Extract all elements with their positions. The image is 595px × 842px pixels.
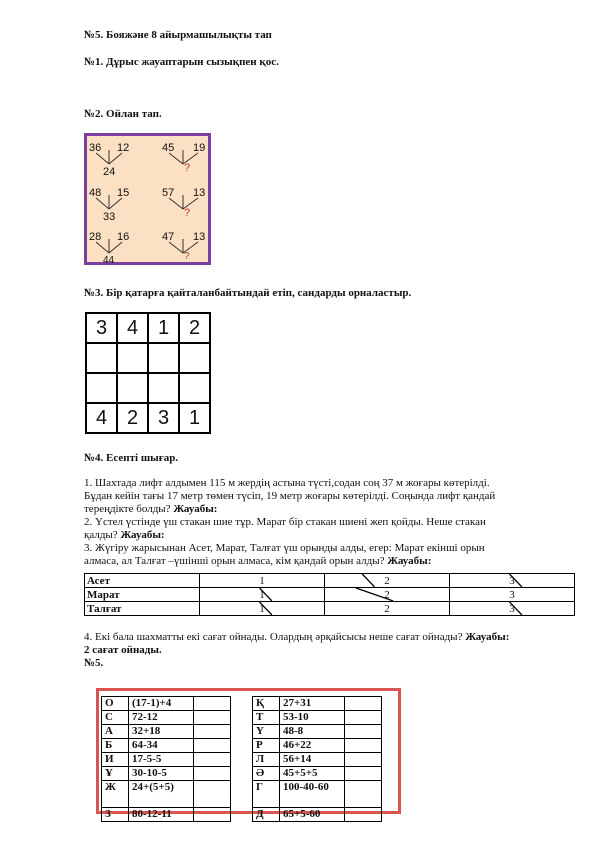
place-value: 3 <box>509 588 515 601</box>
expression-cell: 46+22 <box>280 739 345 753</box>
letter-cell: Г <box>253 781 280 808</box>
problem-line: 2. Үстел үстінде үш стакан шие тұр. Марат бір стакан шиені жеп қойды. Неше стакан <box>84 516 486 528</box>
place-cell[interactable] <box>325 574 450 588</box>
place-value: 2 <box>384 574 390 587</box>
strike-mark <box>450 574 574 587</box>
problem-line-text: тереңдікте болды? <box>84 503 174 515</box>
expression-cell: 45+5+5 <box>280 767 345 781</box>
problem-line-text: қалды? <box>84 529 121 541</box>
puzzle-number: 15 <box>117 187 130 199</box>
grid-cell: 3 <box>148 403 179 433</box>
place-cell[interactable] <box>325 588 450 602</box>
task5-title: №5. <box>84 657 104 669</box>
letter-cell: Л <box>253 753 280 767</box>
answer-cell[interactable] <box>194 711 231 725</box>
answer-label: Жауабы: <box>120 529 165 541</box>
letter-cell: З <box>102 808 129 822</box>
letter-cell: Б <box>102 739 129 753</box>
strike-mark <box>200 602 324 615</box>
grid-cell-empty[interactable] <box>148 343 179 373</box>
answer-cell[interactable] <box>194 697 231 711</box>
place-value: 3 <box>509 574 515 587</box>
grid-cell-empty[interactable] <box>148 373 179 403</box>
answer-cell[interactable] <box>194 767 231 781</box>
strike-mark <box>450 602 574 615</box>
grid-cell-empty[interactable] <box>179 373 210 403</box>
grid-cell: 4 <box>117 313 148 343</box>
answer-cell[interactable] <box>194 753 231 767</box>
letter-cell: Т <box>253 711 280 725</box>
strike-mark <box>200 588 324 601</box>
letter-cell: Қ <box>253 697 280 711</box>
task4-title: №4. Есепті шығар. <box>84 452 179 464</box>
puzzle-result: 44 <box>103 255 115 266</box>
letter-cell: Ү <box>253 725 280 739</box>
expression-cell: 24+(5+5) <box>129 781 194 808</box>
place-value: 2 <box>384 602 390 615</box>
problem-text-1 <box>84 477 584 568</box>
race-table <box>84 573 575 616</box>
expression-cell: 48-8 <box>280 725 345 739</box>
number-grid <box>85 312 211 434</box>
puzzle-number: 48 <box>89 187 102 199</box>
expression-cell: (17-1)+4 <box>129 697 194 711</box>
puzzle-number: 13 <box>193 187 206 199</box>
letter-cell: Ұ <box>102 767 129 781</box>
place-cell[interactable] <box>200 574 325 588</box>
letter-cell: Ә <box>253 767 280 781</box>
puzzle-result: 33 <box>103 211 116 223</box>
puzzle-number: 47 <box>162 231 175 243</box>
task3-title: №3. Бір қатарға қайталанбайтындай етіп, сандарды орналастыр. <box>84 287 412 299</box>
answer-cell[interactable] <box>345 753 382 767</box>
problem-line <box>84 631 584 644</box>
puzzle-number: 16 <box>117 231 130 243</box>
answer-label: Жауабы: <box>387 555 432 567</box>
answer-text: 2 сағат ойнады. <box>84 644 162 656</box>
strike-mark <box>325 588 449 601</box>
place-cell[interactable] <box>200 602 325 616</box>
grid-cell: 1 <box>148 313 179 343</box>
strike-mark <box>325 574 449 587</box>
grid-cell-empty[interactable] <box>117 373 148 403</box>
grid-cell: 2 <box>179 313 210 343</box>
row-label: Асет <box>85 574 200 588</box>
answer-cell[interactable] <box>194 781 231 808</box>
answer-cell[interactable] <box>345 781 382 808</box>
letter-cell: А <box>102 725 129 739</box>
problem-line-text: 4. Екі бала шахматты екі сағат ойнады. Олардың әрқайсысы неше сағат ойнады? <box>84 631 466 643</box>
puzzle-number: 28 <box>89 231 102 243</box>
expression-cell: 72-12 <box>129 711 194 725</box>
answer-label: Жауабы: <box>173 503 218 515</box>
row-label: Талғат <box>85 602 200 616</box>
place-value: 3 <box>509 602 515 615</box>
letter-cell: И <box>102 753 129 767</box>
expression-cell: 32+18 <box>129 725 194 739</box>
puzzle-question: ? <box>184 207 191 219</box>
place-value: 2 <box>384 588 390 601</box>
place-cell[interactable] <box>325 602 450 616</box>
puzzle-number: 57 <box>162 187 175 199</box>
place-cell[interactable] <box>450 588 575 602</box>
grid-cell: 3 <box>86 313 117 343</box>
puzzle-question: ? <box>184 251 190 262</box>
expression-cell: 30-10-5 <box>129 767 194 781</box>
place-cell[interactable] <box>450 602 575 616</box>
letter-cell: Д <box>253 808 280 822</box>
problem-line: 3. Жүгіру жарысынан Асет, Марат, Талғат үш орынды алды, егер: Марат екінші орын <box>84 542 485 554</box>
problem-line <box>84 503 584 516</box>
grid-cell: 1 <box>179 403 210 433</box>
number-puzzle-card <box>84 133 211 265</box>
expression-cell: 65+5-60 <box>280 808 345 822</box>
problem-line <box>84 555 584 568</box>
place-value: 1 <box>259 574 265 587</box>
row-label: Марат <box>85 588 200 602</box>
task5-right-table <box>252 696 382 822</box>
problem-line: 1. Шахтада лифт алдымен 115 м жердің астына түсті,содан соң 37 м жоғары көтерілді. <box>84 477 490 489</box>
answer-cell[interactable] <box>345 739 382 753</box>
task2-title: №2. Ойлан тап. <box>84 108 162 120</box>
puzzle-question: ? <box>184 162 191 174</box>
puzzle-lines <box>87 136 208 262</box>
puzzle-number: 19 <box>193 142 206 154</box>
place-value: 1 <box>259 588 265 601</box>
answer-cell[interactable] <box>345 711 382 725</box>
answer-cell[interactable] <box>194 739 231 753</box>
letter-cell: Р <box>253 739 280 753</box>
task5-left-table <box>101 696 231 822</box>
answer-cell[interactable] <box>194 725 231 739</box>
place-value: 1 <box>259 602 265 615</box>
problem-line <box>84 529 584 542</box>
puzzle-result: 24 <box>103 166 116 178</box>
problem-line-text: алмаса, ал Талғат –үшінші орын алмаса, кім қандай орын алды? <box>84 555 388 567</box>
answer-label: Жауабы: <box>465 631 510 643</box>
grid-cell: 2 <box>117 403 148 433</box>
problem-line: Бұдан кейін тағы 17 метр төмен түсіп, 19 метр жоғары көтерілді. Соңында лифт қандай <box>84 490 496 502</box>
place-cell[interactable] <box>450 574 575 588</box>
expression-cell: 64-34 <box>129 739 194 753</box>
answer-cell[interactable] <box>345 767 382 781</box>
grid-cell-empty[interactable] <box>86 343 117 373</box>
puzzle-number: 36 <box>89 142 102 154</box>
expression-cell: 80-12-11 <box>129 808 194 822</box>
expression-cell: 17-5-5 <box>129 753 194 767</box>
page-title: №5. Бояжәне 8 айырмашылықты тап <box>84 29 272 41</box>
expression-cell: 56+14 <box>280 753 345 767</box>
problem-text-4 <box>84 631 584 670</box>
grid-cell: 4 <box>86 403 117 433</box>
answer-cell[interactable] <box>345 808 382 822</box>
letter-cell: О <box>102 697 129 711</box>
grid-cell-empty[interactable] <box>117 343 148 373</box>
grid-cell-empty[interactable] <box>86 373 117 403</box>
task1-title: №1. Дұрыс жауаптарын сызықпен қос. <box>84 56 279 68</box>
expression-cell: 100-40-60 <box>280 781 345 808</box>
letter-cell: Ж <box>102 781 129 808</box>
answer-cell[interactable] <box>194 808 231 822</box>
answer-cell[interactable] <box>345 725 382 739</box>
puzzle-number: 12 <box>117 142 130 154</box>
expression-cell: 27+31 <box>280 697 345 711</box>
letter-cell: С <box>102 711 129 725</box>
place-cell[interactable] <box>200 588 325 602</box>
puzzle-number: 13 <box>193 231 206 243</box>
answer-cell[interactable] <box>345 697 382 711</box>
expression-cell: 53-10 <box>280 711 345 725</box>
grid-cell-empty[interactable] <box>179 343 210 373</box>
puzzle-number: 45 <box>162 142 175 154</box>
